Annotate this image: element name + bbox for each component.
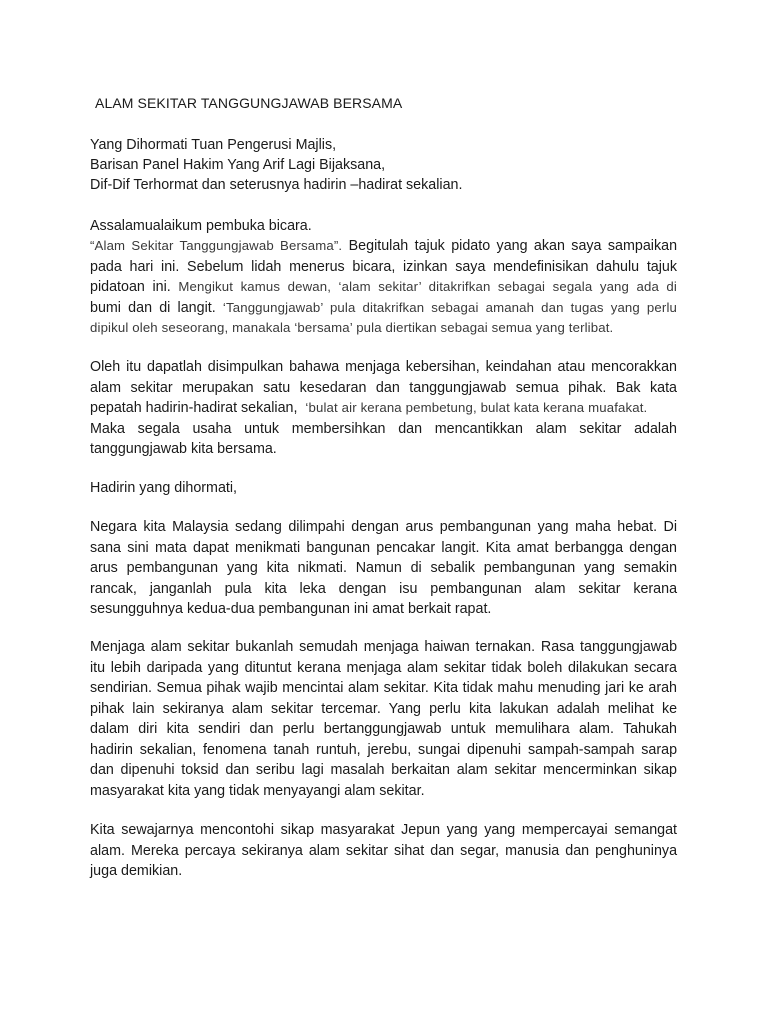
- text-line-part: ‘Tanggungjawab’ pula ditakrifkan sebagai amanah dan tugas yang perlu: [222, 299, 678, 315]
- text-line-part: pada hari ini. Sebelum lidah menerus bicara, izinkan saya mendefinisikan dahulu tajuk: [90, 258, 678, 275]
- text-line: [90, 517, 677, 538]
- salutation-line: Dif-Dif Terhormat dan seterusnya hadirin –hadirat sekalian.: [90, 177, 463, 193]
- text-line: [90, 699, 677, 720]
- proverb-quote: ‘bulat air kerana pembetung, bulat kata kerana muafakat.: [305, 400, 648, 415]
- text-line-part: Kita sewajarnya mencontohi sikap masyarakat Jepun yang yang mempercayai semangat: [90, 822, 678, 838]
- salutation-line: Barisan Panel Hakim Yang Arif Lagi Bijaksana,: [90, 157, 386, 173]
- text-line-part: Mengikut kamus dewan, ‘alam sekitar’ ditakrifkan sebagai segala yang ada di: [178, 279, 677, 294]
- text-line-part: dipikul oleh seseorang, manakala ‘bersama’ pula diertikan sebagai semua yang terlibat.: [90, 320, 614, 335]
- text-line: [90, 841, 677, 862]
- text-line-part: Oleh itu dapatlah disimpulkan bahawa menjaga kebersihan, keindahan atau mencorakkan: [90, 359, 677, 375]
- text-line-part: [90, 298, 677, 319]
- text-line: [90, 398, 677, 419]
- text-line-part: pidatoan ini.: [90, 279, 171, 295]
- text-line-part: alam sekitar merupakan satu kesedaran dan tanggungjawab semua pihak. Bak kata: [90, 379, 677, 396]
- text-line: [90, 637, 677, 658]
- text-line-part: tanggungjawab kita bersama.: [90, 441, 277, 457]
- paragraph-japan-example: [90, 820, 677, 882]
- text-line: [90, 579, 677, 600]
- text-line-part: arus pembangunan yang kita nikmati. Namun di sebalik pembangunan yang semakin: [90, 560, 678, 576]
- text-line-part: [90, 277, 677, 298]
- text-line-part: dalam diri kita sendiri dan perlu bertanggungjawab untuk memulihara alam. Tahukah: [90, 721, 678, 737]
- text-line: [90, 719, 677, 740]
- text-line-part: Begitulah tajuk pidato yang akan saya sampaikan: [348, 238, 678, 254]
- text-line: [90, 558, 677, 579]
- text-line-part: sana sini mata dapat menikmati bangunan pencakar langit. Kita amat berbangga dengan: [90, 539, 678, 556]
- text-line: [90, 658, 677, 679]
- text-line-part: hadirin sekalian, fenomena tanah runtuh, jerebu, sungai dipenuhi sampah-sampah sarap: [90, 741, 678, 758]
- text-line-part: bumi dan di langit.: [90, 299, 216, 316]
- text-line: [90, 538, 677, 559]
- salutation-line: Yang Dihormati Tuan Pengerusi Majlis,: [90, 137, 337, 153]
- text-line-part: pihak lain sekiranya alam sekitar tercemar. Yang perlu kita lakukan adalah melihat ke: [90, 700, 678, 717]
- text-line: [90, 277, 677, 298]
- text-line-part: itu lebih daripada yang dituntut kerana menjaga alam sekitar tidak boleh dilakukan secara: [90, 659, 677, 676]
- paragraph-responsibility: [90, 637, 677, 801]
- text-line: [90, 740, 677, 761]
- paragraph-development: [90, 517, 677, 620]
- text-line: [90, 760, 677, 781]
- text-line-part: [90, 236, 677, 257]
- text-line-part: Negara kita Malaysia sedang dilimpahi dengan arus pembangunan yang maha hebat. Di: [90, 519, 678, 535]
- opening-greeting: Assalamualaikum pembuka bicara.: [90, 218, 312, 234]
- salutation-block: [90, 135, 462, 195]
- text-line-part: sendirian. Semua pihak wajib mencintai alam sekitar. Kita tidak mahu menuding jari ke arah: [90, 680, 677, 696]
- text-line: [90, 599, 677, 620]
- text-line: [90, 378, 677, 399]
- text-line-part: pepatah hadirin-hadirat sekalian,: [90, 400, 298, 416]
- text-line: [90, 439, 677, 460]
- text-line: [90, 861, 677, 882]
- document-title: ALAM SEKITAR TANGGUNGJAWAB BERSAMA: [95, 95, 403, 111]
- text-line-part: sesungguhnya kedua-dua pembangunan ini amat berkait rapat.: [90, 601, 492, 617]
- text-line-part: Menjaga alam sekitar bukanlah semudah menjaga haiwan ternakan. Rasa tanggungjawab: [90, 639, 678, 655]
- text-line-part: dan dipenuhi toksid dan seribu lagi masalah berkaitan alam sekitar mencerminkan sikap: [90, 762, 678, 778]
- text-line: [90, 298, 677, 319]
- text-line: [90, 257, 677, 278]
- text-line: [90, 318, 677, 339]
- text-line: [90, 781, 677, 802]
- text-line: [90, 678, 677, 699]
- text-line: [90, 236, 677, 257]
- text-line: [90, 419, 677, 440]
- text-line: [90, 357, 677, 378]
- speech-title-quote: “Alam Sekitar Tanggungjawab Bersama”.: [90, 238, 343, 253]
- text-line-part: rancak, janganlah pula kita leka dengan isu pembangunan alam sekitar kerana: [90, 580, 678, 597]
- text-line-part: juga demikian.: [90, 863, 183, 879]
- paragraph-conclusion: [90, 357, 677, 460]
- text-line-part: masyarakat kita yang tidak menyayangi alam sekitar.: [90, 782, 425, 799]
- text-line: [90, 820, 677, 841]
- paragraph-introduction: [90, 236, 677, 339]
- text-line-part: alam. Mereka percaya sekiranya alam sekitar sihat dan segar, manusia dan penghuninya: [90, 842, 678, 859]
- audience-address: Hadirin yang dihormati,: [90, 480, 238, 496]
- text-line-part: Maka segala usaha untuk membersihkan dan mencantikkan alam sekitar adalah: [90, 420, 678, 437]
